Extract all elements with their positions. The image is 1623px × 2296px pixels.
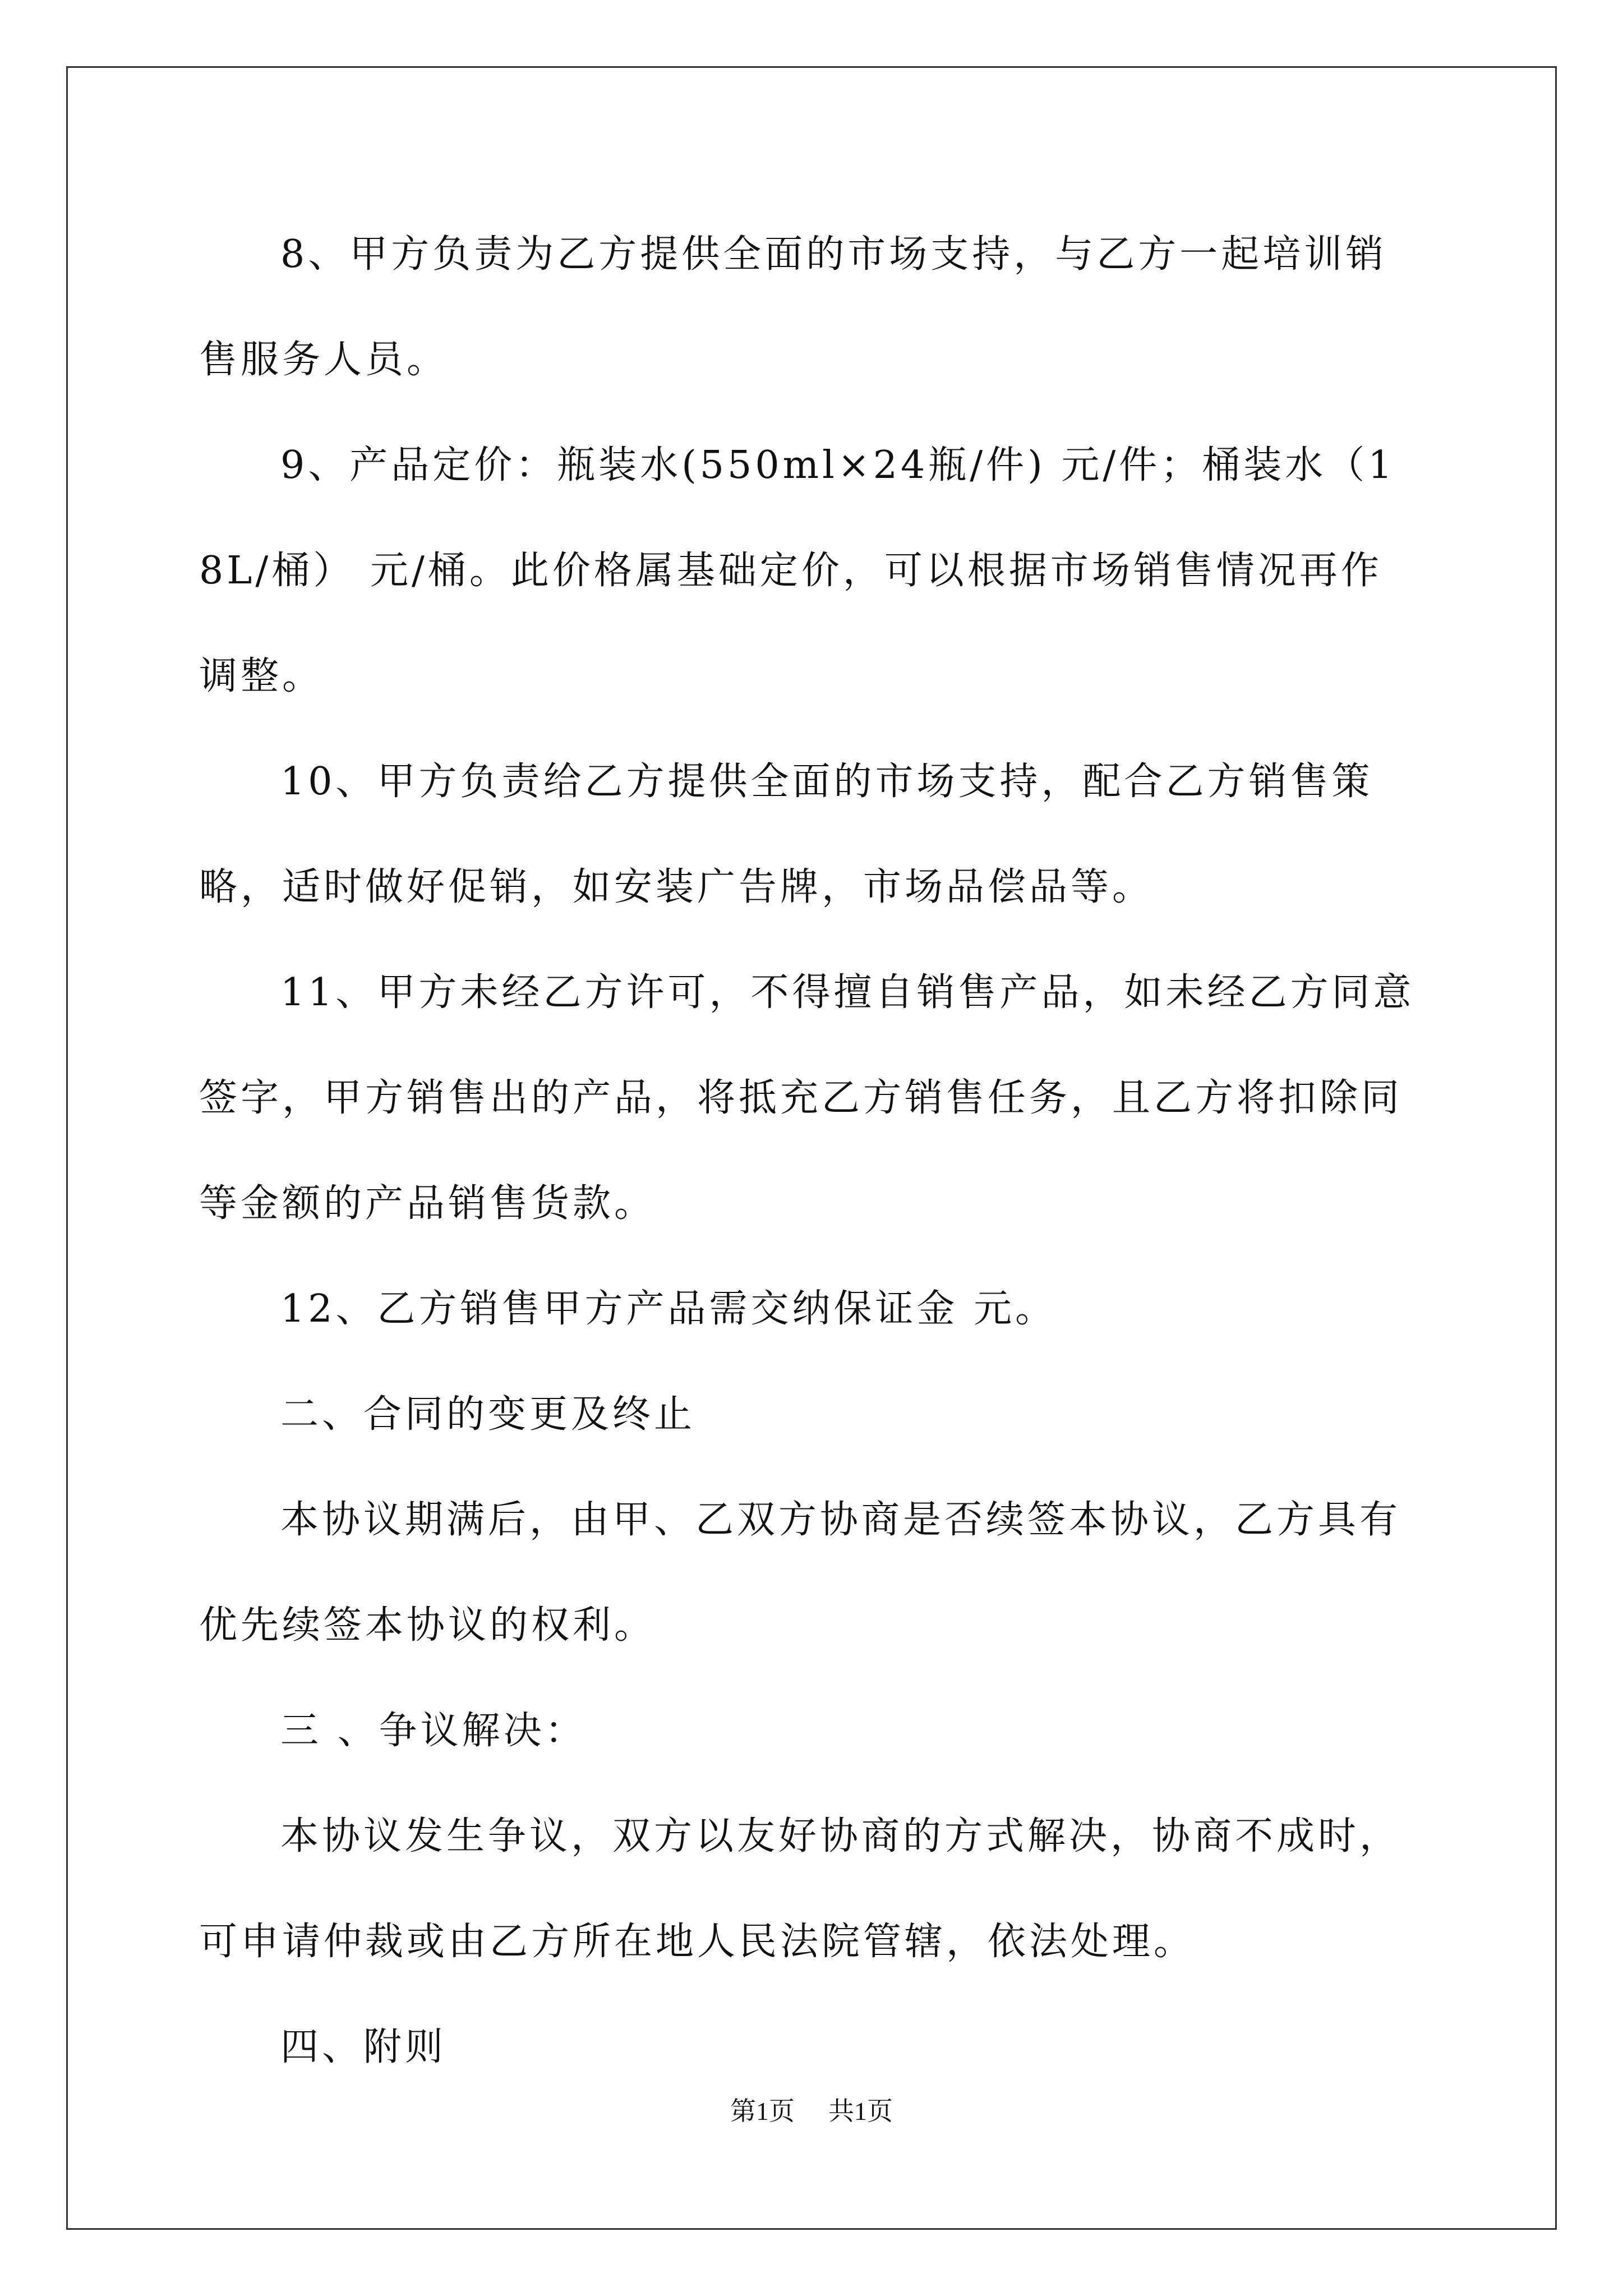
paragraph-item-8: 8、甲方负责为乙方提供全面的市场支持，与乙方一起培训销售服务人员。 bbox=[199, 232, 1387, 382]
page-footer bbox=[0, 2095, 1623, 2128]
paragraph-renewal: 本协议期满后，由甲、乙双方协商是否续签本协议，乙方具有优先续签本协议的权利。 bbox=[199, 1498, 1401, 1648]
paragraph-item-10: 10、甲方负责给乙方提供全面的市场支持，配合乙方销售策略，适时做好促销，如安装广告牌，市场品偿品等。 bbox=[199, 760, 1373, 909]
paragraph-dispute-resolution: 本协议发生争议，双方以友好协商的方式解决，协商不成时，可申请仲裁或由乙方所在地人民法院管辖，依法处理。 bbox=[199, 1814, 1401, 1964]
page-number: 第1页 bbox=[730, 2097, 795, 2125]
paragraph-item-12: 12、乙方销售甲方产品需交纳保证金 元。 bbox=[280, 1287, 1057, 1331]
section-heading-dispute: 三 、争议解决： bbox=[280, 1709, 587, 1753]
paragraph-item-11: 11、甲方未经乙方许可，不得擅自销售产品，如未经乙方同意签字，甲方销售出的产品，将抵充乙方销售任务，且乙方将扣除同等金额的产品销售货款。 bbox=[199, 970, 1415, 1226]
section-heading-contract-change: 二、合同的变更及终止 bbox=[280, 1392, 696, 1437]
paragraph-item-9-pricing: 9、产品定价：瓶装水(550ml×24瓶/件) 元/件；桶装水（18L/桶） 元/桶。此价格属基础定价，可以根据市场销售情况再作调整。 bbox=[199, 443, 1396, 698]
document-body bbox=[199, 202, 1422, 2100]
page-total: 共1页 bbox=[828, 2097, 893, 2125]
section-heading-supplementary: 四、附则 bbox=[280, 2025, 447, 2069]
